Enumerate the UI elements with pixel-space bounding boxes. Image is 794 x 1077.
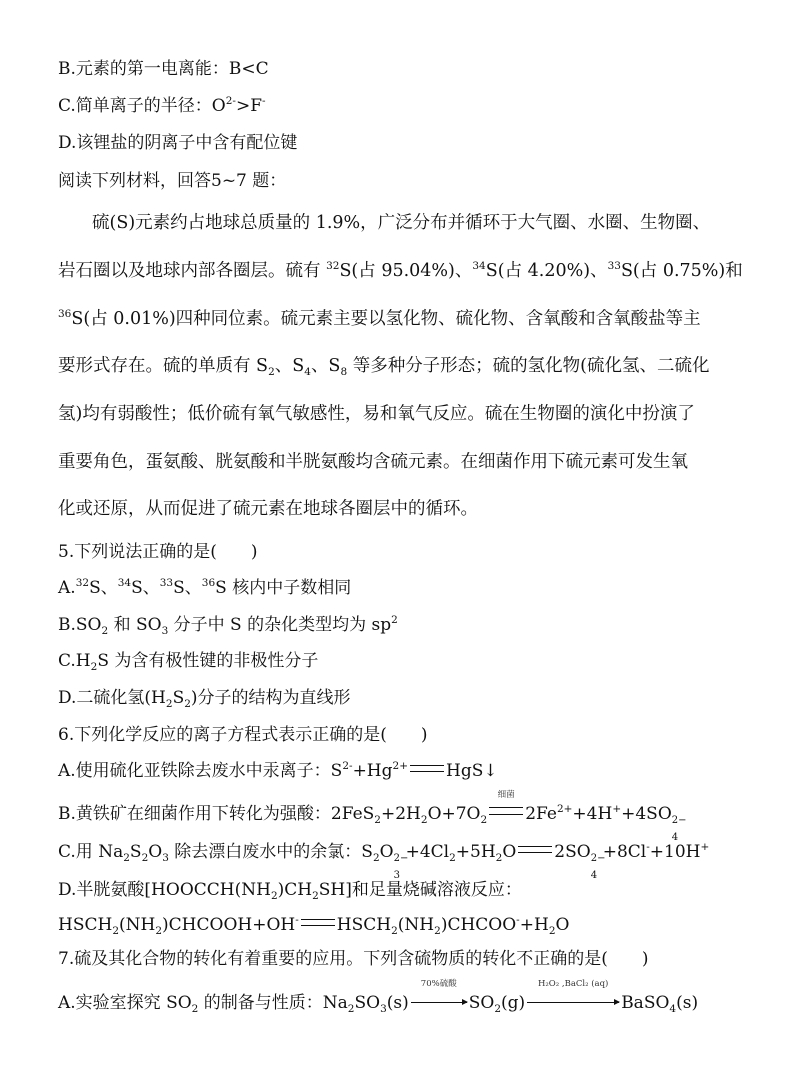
option-c-ionic-radius: C.简单离子的半径：$O^{2-}>F^-$ <box>58 95 266 116</box>
material-line-1: 硫(S)元素约占地球总质量的 1.9%，广泛分布并循环于大气圈、水圈、生物圈、 <box>92 213 711 233</box>
question-6-option-c: C.用 $Na_2S_2O_3$ 除去漂白废水中的余氯：$S_2O$ 2− 3 $+4Cl_2+5H_2O$ 2SO 2− 4 +8Cl-+10H+ <box>58 841 710 881</box>
question-6-stem: 6.下列化学反应的离子方程式表示正确的是( ) <box>58 725 428 745</box>
reaction-arrow-2: H₂O₂ ,BaCl₂ (aq) <box>527 992 619 1014</box>
equals-arrow <box>301 919 335 926</box>
question-6-option-b: B.黄铁矿在细菌作用下转化为强酸：$2FeS_2+2H_2O+7O_2$ 细菌 $2Fe^{2+}+4H^++4SO$ 2− 4 <box>58 790 687 843</box>
question-6-option-d-equation: $HSCH_2(NH_2)CHCOOH+OH^-$ $HSCH_2(NH_2)CHCOO^-+H_2O$ <box>58 914 570 937</box>
question-6-option-d: D.半胱氨酸$[HOOCCH(NH_2)CH_2SH]$和足量烧碱溶液反应： <box>58 880 522 902</box>
option-d-coordinate-bond: D.该锂盐的阴离子中含有配位键 <box>58 133 298 153</box>
question-5-option-a: A.$^{32}$S、$^{34}$S、$^{33}$S、$^{36}$S 核内中子数相同 <box>58 577 352 598</box>
equals-arrow <box>410 765 444 772</box>
material-line-2: 岩石圈以及地球内部各圈层。硫有 $^{32}$S(占 95.04%)、$^{34}$S(占 4.20%)、$^{33}$S(占 0.75%)和 <box>58 260 743 281</box>
question-5-option-d: D.二硫化氢$(H_2S_2)$分子的结构为直线形 <box>58 688 351 710</box>
material-line-3: $^{36}$S(占 0.01%)四种同位素。硫元素主要以氢化物、硫化物、含氧酸和含氧酸盐等主 <box>58 308 701 329</box>
material-line-7: 化或还原，从而促进了硫元素在地球各圈层中的循环。 <box>58 499 478 519</box>
material-line-5: 氢)均有弱酸性；低价硫有氧气敏感性，易和氧气反应。硫在生物圈的演化中扮演了 <box>58 404 695 424</box>
option-b-ionization: B.元素的第一电离能：B<C <box>58 59 269 79</box>
question-5-option-c: $C.H_2S$ 为含有极性键的非极性分子 <box>58 651 319 673</box>
reaction-arrow-1: 70%硫酸 <box>411 992 467 1014</box>
reading-instruction: 阅读下列材料，回答5~7 题： <box>58 171 287 191</box>
material-line-4: 要形式存在。硫的单质有 $S_2$、$S_4$、$S_8$ 等多种分子形态；硫的氢化物(硫化氢、二硫化 <box>58 356 710 378</box>
question-5-stem: 5.下列说法正确的是( ) <box>58 542 258 562</box>
question-6-option-a: A.使用硫化亚铁除去废水中汞离子：$S^{2-}+Hg^{2+}$ HgS↓ <box>58 760 498 781</box>
reaction-condition: 细菌 <box>489 803 523 825</box>
equals-arrow <box>518 846 552 853</box>
question-7-option-a: A.实验室探究 $SO_2$ 的制备与性质：$Na_2SO_3(s)$ 70%硫酸 $SO_2(g)$ H₂O₂ ,BaCl₂ (aq) BaSO$_4$(s) <box>58 979 699 1015</box>
question-5-option-b: $B.SO_2$ 和 $SO_3$ 分子中 S 的杂化类型均为 $sp^2$ <box>58 614 398 637</box>
question-7-stem: 7.硫及其化合物的转化有着重要的应用。下列含硫物质的转化不正确的是( ) <box>58 949 649 969</box>
material-line-6: 重要角色，蛋氨酸、胱氨酸和半胱氨酸均含硫元素。在细菌作用下硫元素可发生氧 <box>58 452 688 472</box>
